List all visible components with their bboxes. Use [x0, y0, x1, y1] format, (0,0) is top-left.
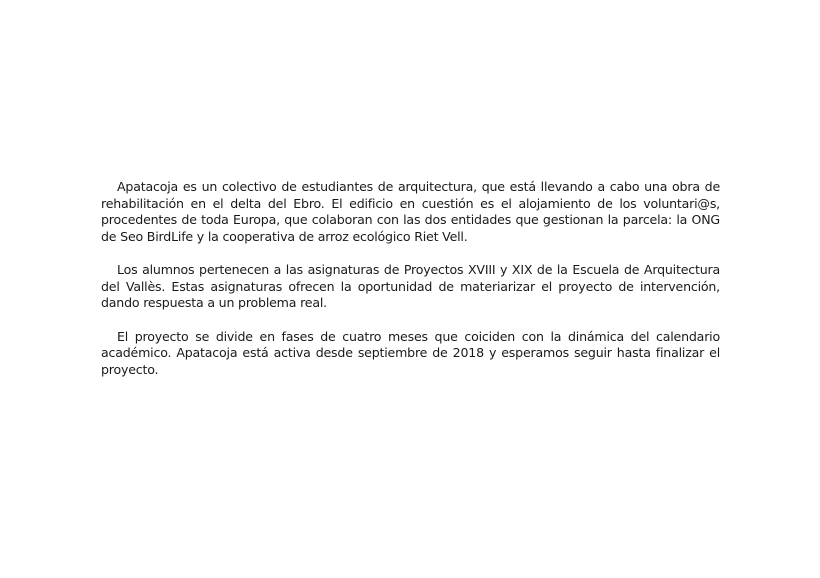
paragraph-phases: El proyecto se divide en fases de cuatro meses que coiciden con la dinámica del calendario académico. Apatacoja está activa desde septiembre de 2018 y esperamos seguir hasta finalizar el proyecto.: [101, 328, 720, 377]
paragraph-intro: Apatacoja es un colectivo de estudiantes de arquitectura, que está llevando a cabo una obra de rehabilitación en el delta del Ebro. El edificio en cuestión es el alojamiento de los voluntari@s, procedentes de toda Europa, que colaboran con las dos entidades que gestionan la parcela: la ONG de Seo BirdLife y la cooperativa de arroz ecológico Riet Vell.: [101, 179, 720, 244]
body-text: [101, 179, 720, 378]
paragraph-students: Los alumnos pertenecen a las asignaturas de Proyectos XVIII y XIX de la Escuela de Arquitectura del Vallès. Estas asignaturas ofrecen la oportunidad de materiarizar el proyecto de intervención, dando respuesta a un problema real.: [101, 262, 720, 310]
